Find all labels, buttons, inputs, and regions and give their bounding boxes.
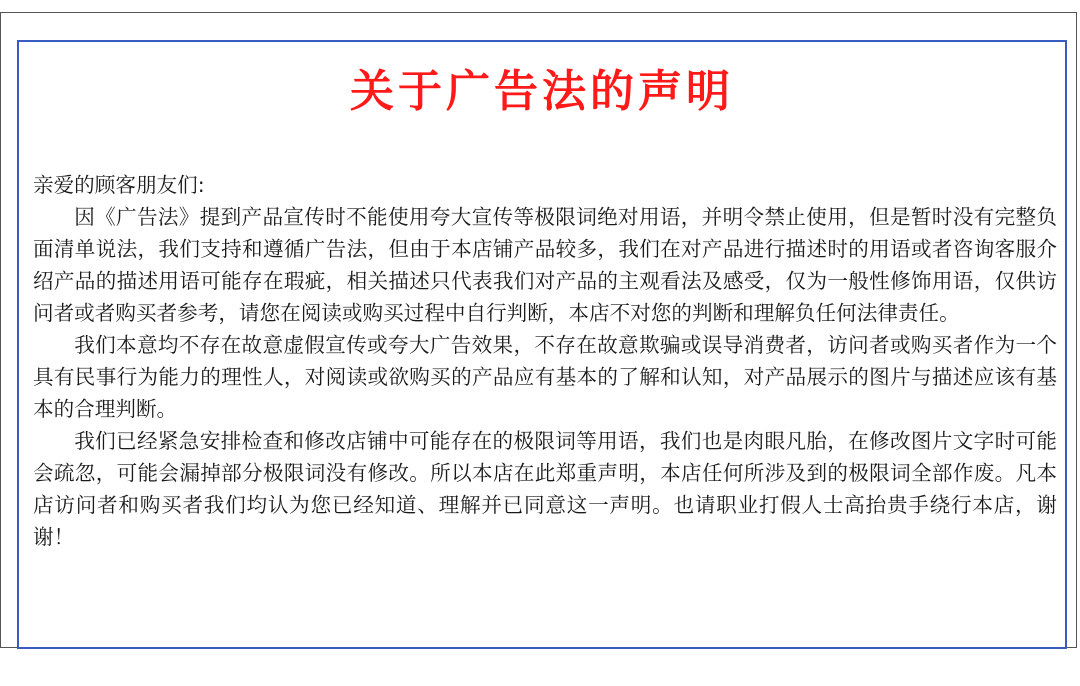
greeting: 亲爱的顾客朋友们: [33, 173, 205, 197]
paragraph-3: 我们已经紧急安排检查和修改店铺中可能存在的极限词等用语，我们也是肉眼凡胎，在修改图片文字时可能会疏忽，可能会漏掉部分极限词没有修改。所以本店在此郑重声明，本店任何所涉及到的极限词全部作废。凡本店访问者和购买者我们均认为您已经知道、理解并已同意这一声明。也请职业打假人士高抬贵手绕行本店，谢谢！ [33, 429, 1057, 549]
notice-body [33, 169, 1057, 553]
paragraph-1: 因《广告法》提到产品宣传时不能使用夸大宣传等极限词绝对用语，并明令禁止使用，但是暂时没有完整负面清单说法，我们支持和遵循广告法，但由于本店铺产品较多，我们在对产品进行描述时的用语或者咨询客服介绍产品的描述用语可能存在瑕疵，相关描述只代表我们对产品的主观看法及感受，仅为一般性修饰用语，仅供访问者或者购买者参考，请您在阅读或购买过程中自行判断，本店不对您的判断和理解负任何法律责任。 [33, 205, 1057, 325]
paragraph-2: 我们本意均不存在故意虚假宣传或夸大广告效果，不存在故意欺骗或误导消费者，访问者或购买者作为一个具有民事行为能力的理性人，对阅读或欲购买的产品应有基本的了解和认知，对产品展示的图片与描述应该有基本的合理判断。 [33, 333, 1057, 421]
image-frame [0, 12, 1077, 648]
notice-title: 关于广告法的声明 [350, 66, 734, 117]
notice-box [17, 40, 1067, 649]
